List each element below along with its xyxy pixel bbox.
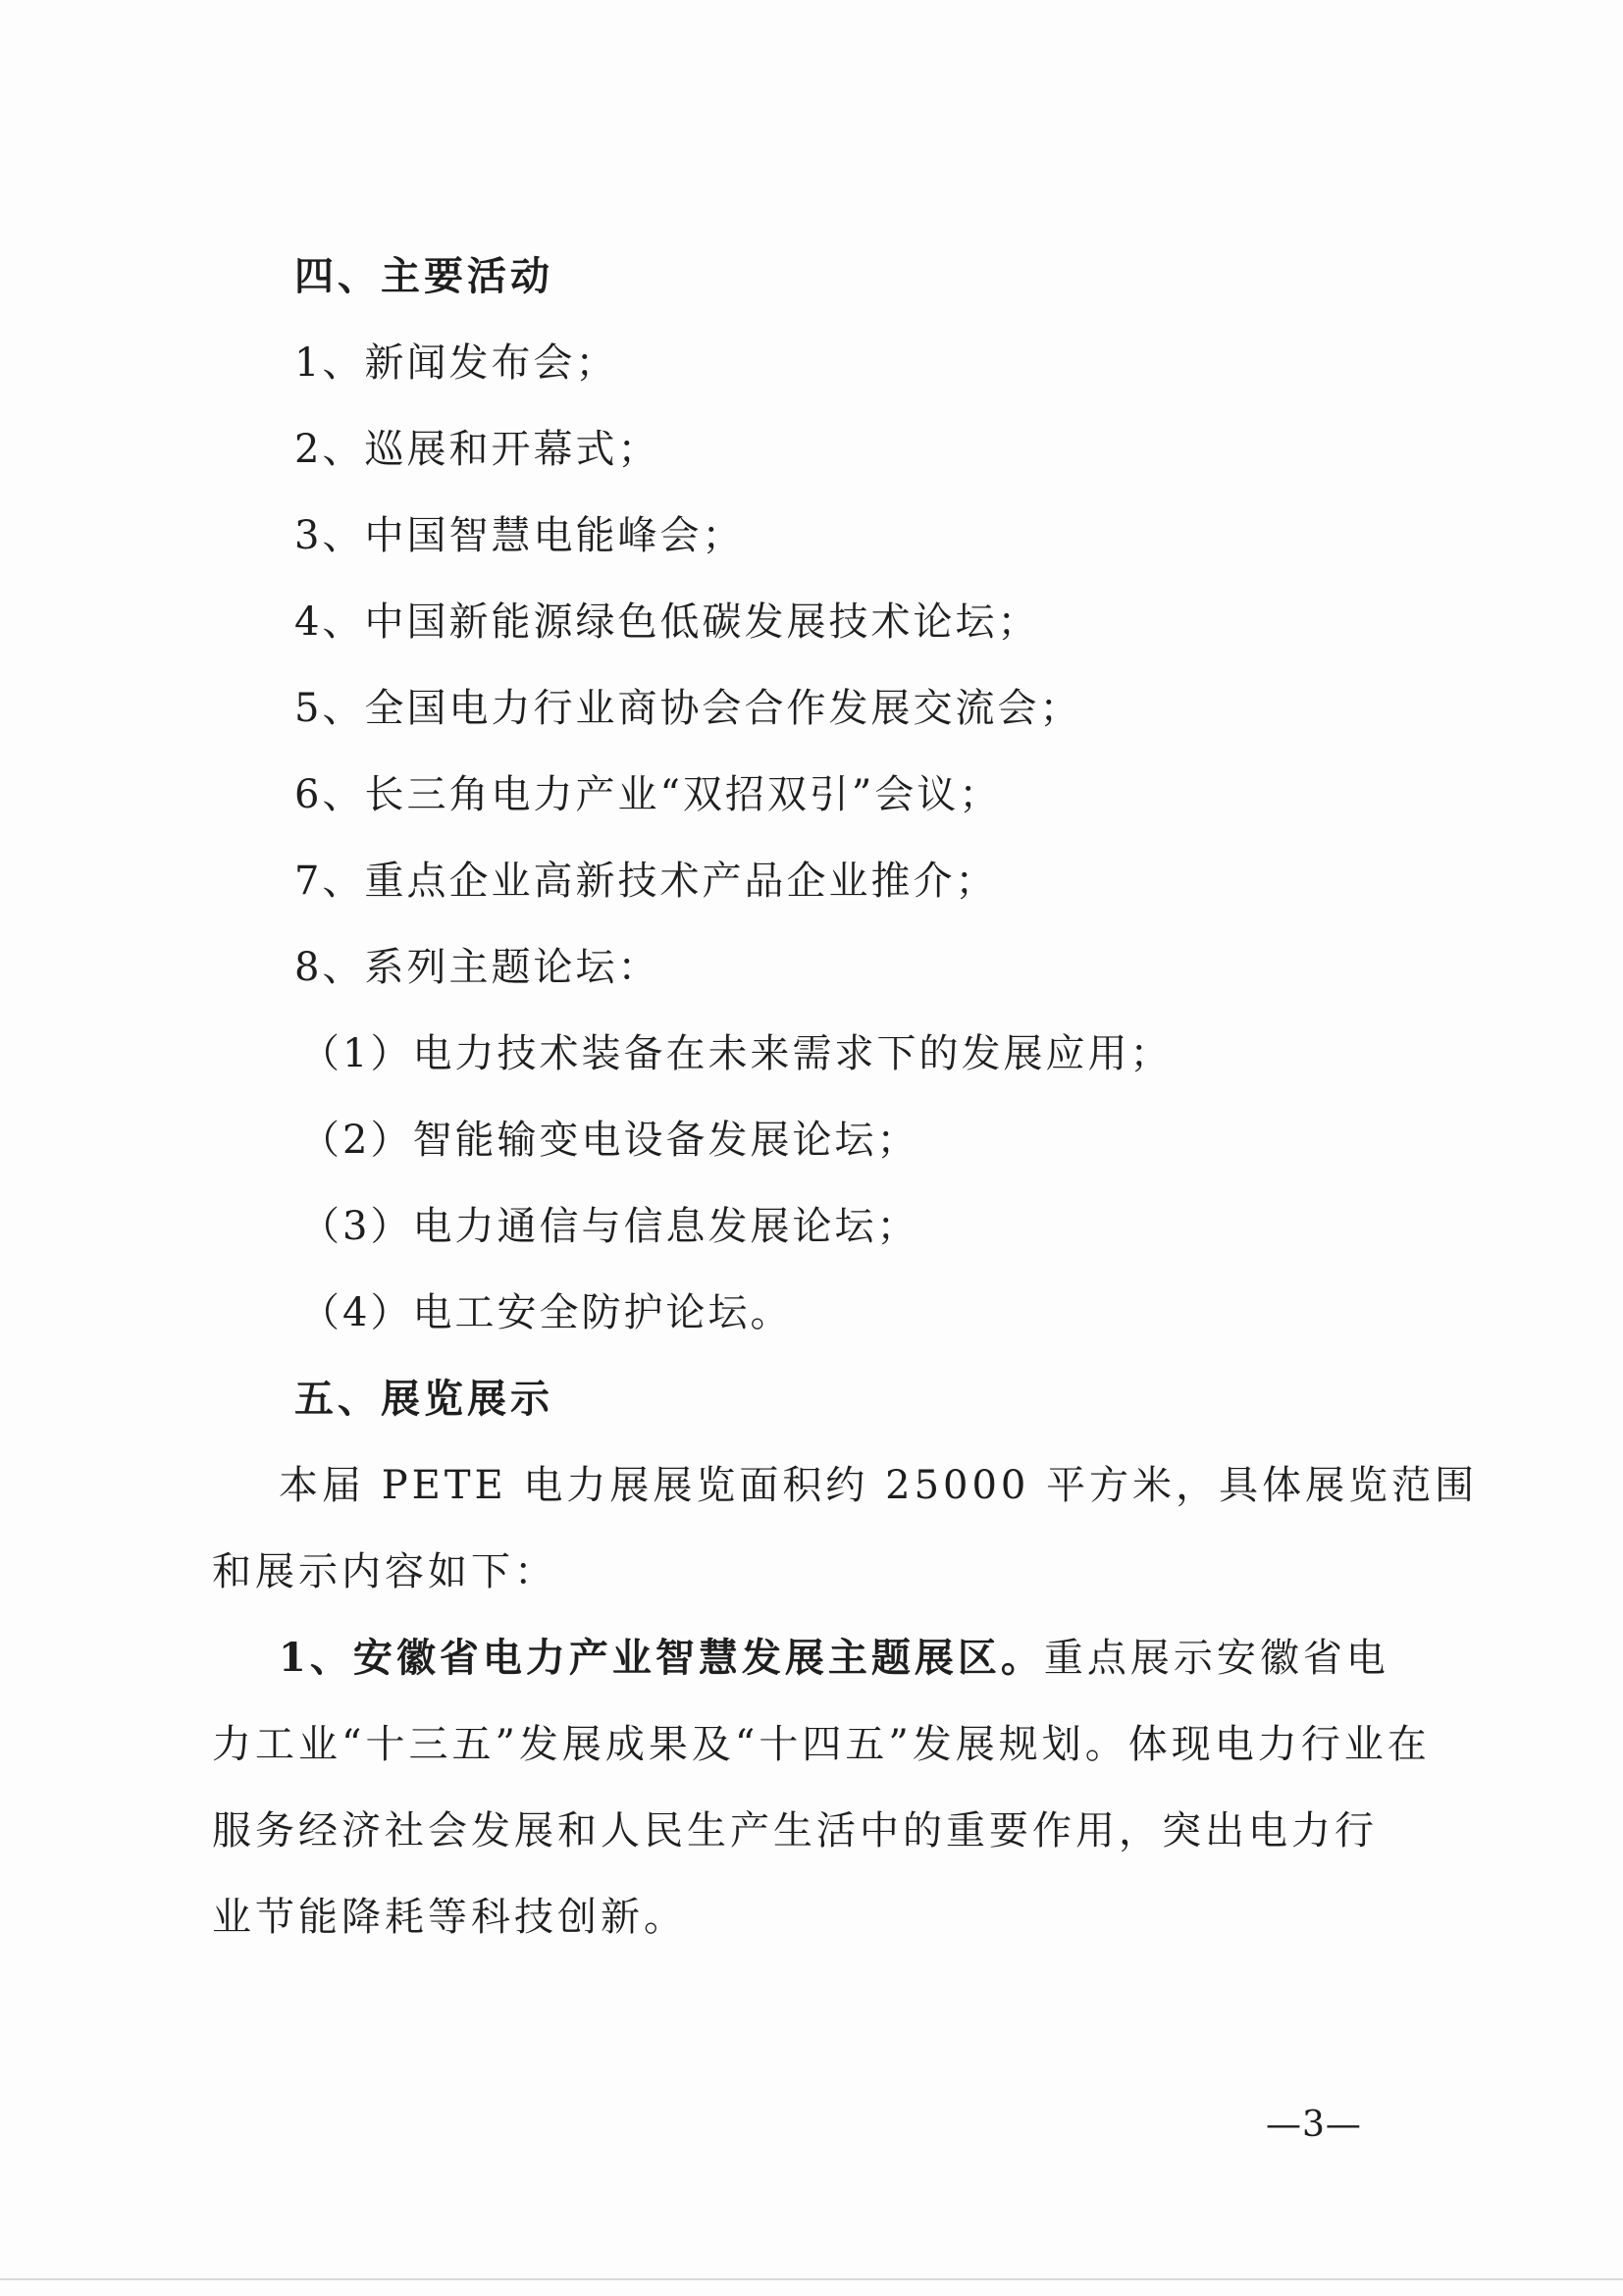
activity-item: 1、新闻发布会； xyxy=(294,340,618,386)
zone-paragraph-line: 服务经济社会发展和人民生产生活中的重要作用，突出电力行 xyxy=(212,1808,1378,1853)
forum-subitem: （3）电力通信与信息发展论坛； xyxy=(300,1204,919,1249)
forum-subitem: （1）电力技术装备在未来需求下的发展应用； xyxy=(300,1031,1173,1076)
zone-paragraph-line: 业节能降耗等科技创新。 xyxy=(212,1895,687,1940)
page-number: —3— xyxy=(1266,2105,1362,2145)
section-heading-exhibition: 五、展览展示 xyxy=(294,1377,553,1422)
activity-item: 4、中国新能源绿色低碳发展技术论坛； xyxy=(294,600,1040,645)
zone-title: 1、安徽省电力产业智慧发展主题展区。 xyxy=(279,1635,1044,1681)
activity-item: 3、中国智慧电能峰会； xyxy=(294,513,745,558)
zone-paragraph-line: 力工业“十三五”发展成果及“十四五”发展规划。体现电力行业在 xyxy=(212,1722,1431,1767)
activity-item: 6、长三角电力产业“双招双引”会议； xyxy=(294,772,1002,817)
intro-line: 和展示内容如下： xyxy=(212,1549,557,1594)
forum-subitem: （2）智能输变电设备发展论坛； xyxy=(300,1118,919,1163)
intro-line: 本届 PETE 电力展展览面积约 25000 平方米，具体展览范围 xyxy=(279,1463,1479,1508)
zone-paragraph-first-line xyxy=(279,1631,1456,1686)
activity-item: 2、巡展和开幕式； xyxy=(294,427,660,472)
activity-item: 5、全国电力行业商协会合作发展交流会； xyxy=(294,686,1082,731)
forum-subitem: （4）电工安全防护论坛。 xyxy=(300,1290,793,1335)
activity-item: 8、系列主题论坛： xyxy=(294,945,660,990)
scan-edge-divider xyxy=(0,2278,1623,2280)
zone-text-start: 重点展示安徽省电 xyxy=(1043,1636,1389,1681)
section-heading-main-activities: 四、主要活动 xyxy=(294,254,553,299)
activity-item: 7、重点企业高新技术产品企业推介； xyxy=(294,859,998,904)
